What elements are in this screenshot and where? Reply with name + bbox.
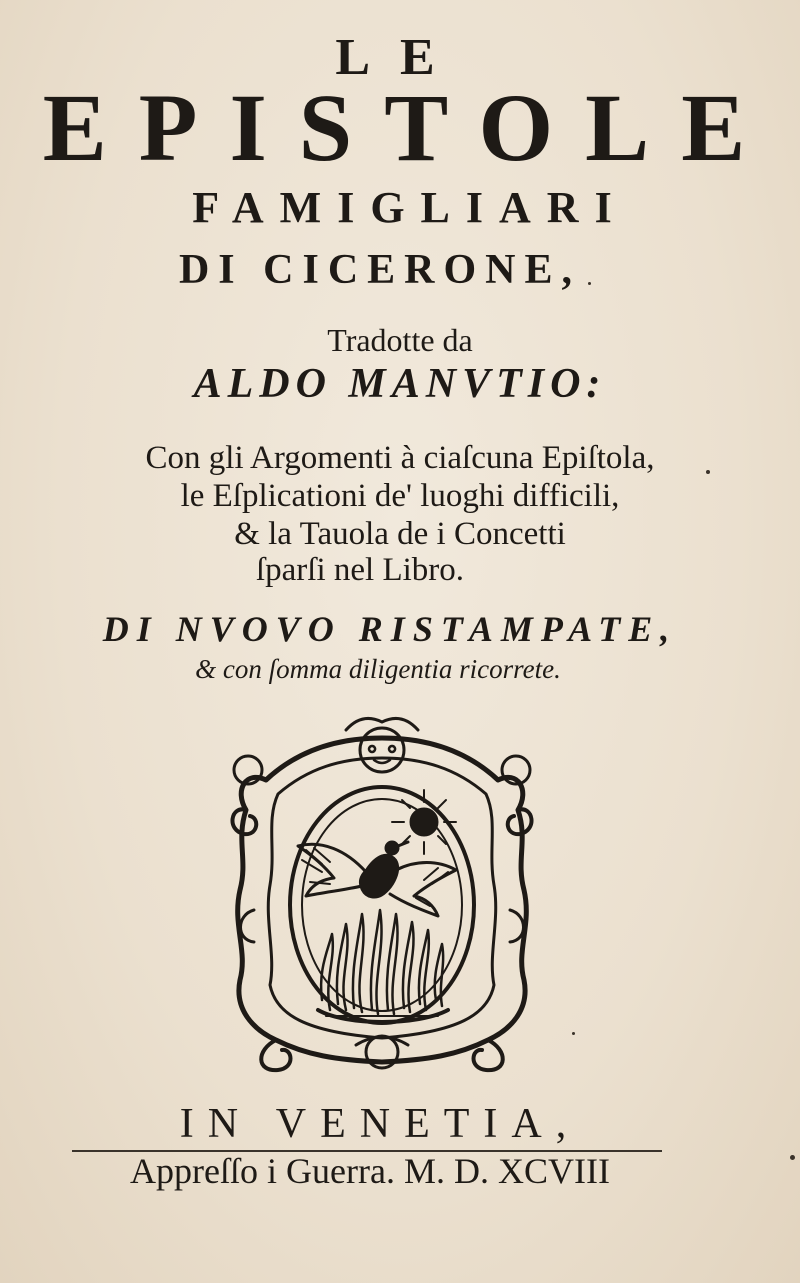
reprint-line: DI NVOVO RISTAMPATE, bbox=[102, 609, 678, 649]
description-line-4: ſparſi nel Libro. bbox=[255, 552, 465, 588]
paper-speck bbox=[790, 1155, 795, 1160]
title-line-cicerone: DI CICERONE, bbox=[178, 247, 582, 293]
paper-speck bbox=[706, 470, 710, 474]
title-line-epistole: EPISTOLE bbox=[42, 74, 778, 181]
paper-speck bbox=[572, 1032, 575, 1035]
description-line-3: & la Tauola de i Concetti bbox=[234, 516, 566, 552]
tradotte-da-line: Tradotte da bbox=[327, 322, 473, 358]
phoenix-printers-mark-icon bbox=[226, 710, 538, 1080]
paper-speck bbox=[588, 282, 591, 285]
title-line-famigliari: FAMIGLIARI bbox=[192, 183, 628, 232]
imprint-line: Appreſſo i Guerra. M. D. XCVIII bbox=[130, 1151, 610, 1191]
place-of-publication: IN VENETIA, bbox=[179, 1101, 581, 1147]
diligence-line: & con ſomma diligentia ricorrete. bbox=[195, 654, 561, 684]
title-line-le: LE bbox=[335, 29, 465, 86]
description-line-1: Con gli Argomenti à ciaſcuna Epiſtola, bbox=[145, 440, 655, 476]
translator-name: ALDO MANVTIO: bbox=[193, 361, 607, 407]
description-line-2: le Eſplicationi de' luoghi difficili, bbox=[180, 478, 620, 514]
